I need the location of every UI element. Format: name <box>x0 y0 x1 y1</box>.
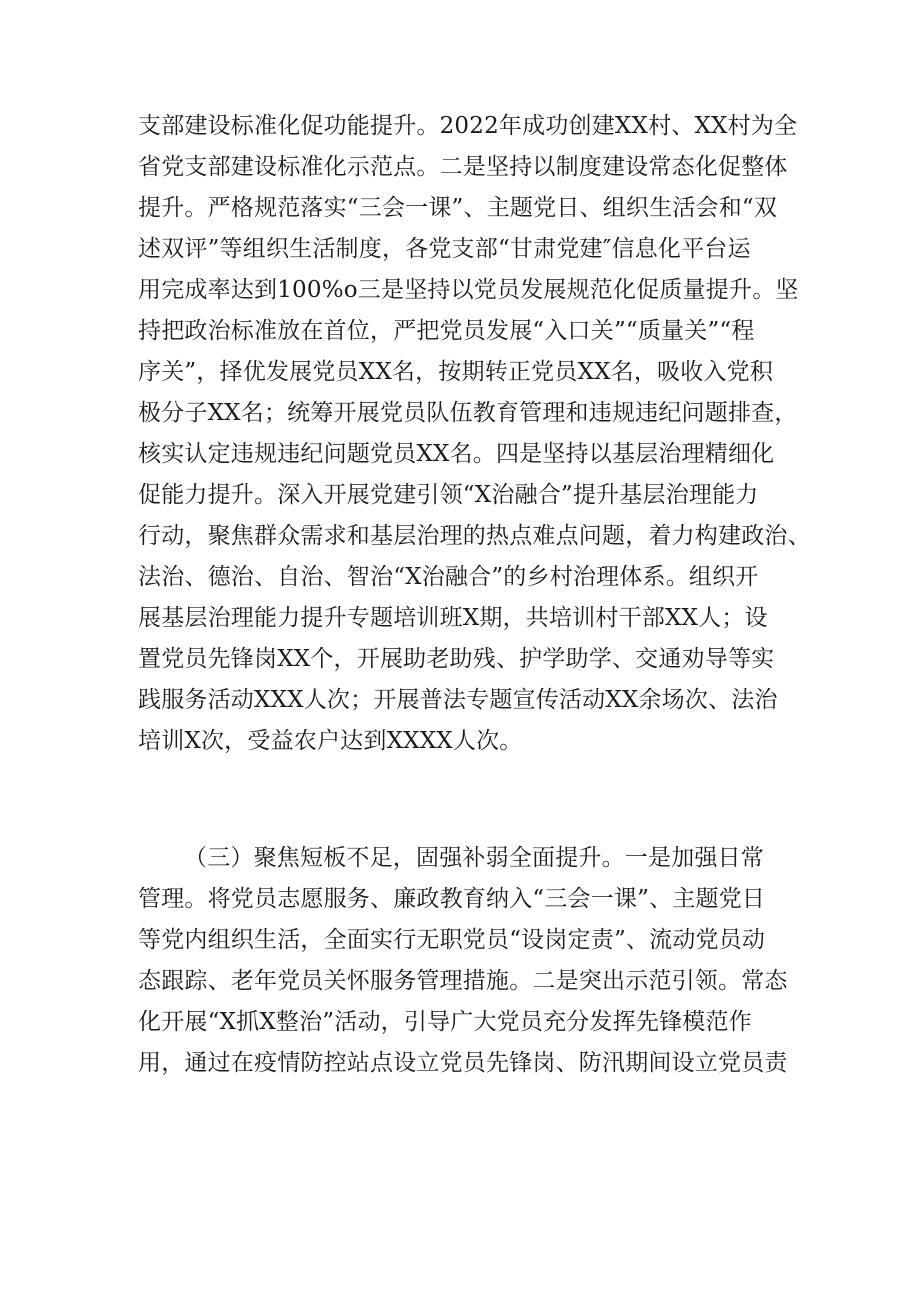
text-line: （三）聚焦短板不足，固强补弱全面提升。一是加强日常 <box>184 845 764 871</box>
text-line: 培训X次，受益农户达到XXXX人次。 <box>138 728 523 754</box>
text-line: 态跟踪、老年党员关怀服务管理措施。二是突出示范引领。常态 <box>138 968 788 994</box>
text-line: 促能力提升。深入开展党建引领“X治融合”提升基层治理能力 <box>138 482 759 508</box>
text-line: 用，通过在疫情防控站点设立党员先锋岗、防汛期间设立党员责 <box>138 1050 788 1076</box>
paragraph-1 <box>138 106 811 762</box>
text-line: 序关”，择优发展党员XX名，按期转正党员XX名，吸收入党积 <box>138 359 774 385</box>
text-line: 述双评”等组织生活制度，各党支部“甘肃党建″信息化平台运 <box>138 236 751 262</box>
text-line: 展基层治理能力提升专题培训班X期，共培训村干部XX人；设 <box>138 605 768 631</box>
text-line: 用完成率达到100%o三是坚持以党员发展规范化促质量提升。坚 <box>138 277 799 303</box>
text-line: 法治、德治、自治、智治“X治融合”的乡村治理体系。组织开 <box>138 564 759 590</box>
text-line: 等党内组织生活，全面实行无职党员“设岗定责”、流动党员动 <box>138 927 766 953</box>
text-line: 核实认定违规违纪问题党员XX名。四是坚持以基层治理精细化 <box>138 441 775 467</box>
text-line: 置党员先锋岗XX个，开展助老助残、护学助学、交通劝导等实 <box>138 646 775 672</box>
text-line: 行动，聚焦群众需求和基层治理的热点难点问题，着力构建政治、 <box>138 523 811 549</box>
paragraph-2 <box>138 838 798 1084</box>
text-line: 提升。严格规范落实“三会一课”、主题党日、组织生活会和“双 <box>138 195 778 221</box>
text-line: 管理。将党员志愿服务、廉政教育纳入“三会一课”、主题党日 <box>138 886 766 912</box>
text-line: 极分子XX名；统筹开展党员队伍教育管理和违规违纪问题排查， <box>138 400 798 426</box>
text-line: 支部建设标准化促功能提升。2022年成功创建XX村、XX村为全 <box>138 113 798 139</box>
text-line: 践服务活动XXX人次；开展普法专题宣传活动XX余场次、法治 <box>138 687 778 713</box>
text-line: 省党支部建设标准化示范点。二是坚持以制度建设常态化促整体 <box>138 154 788 180</box>
text-line: 化开展“X抓X整治”活动，引导广大党员充分发挥先锋模范作 <box>138 1009 752 1035</box>
text-line: 持把政治标准放在首位，严把党员发展“入口关”“质量关”“程 <box>138 318 755 344</box>
